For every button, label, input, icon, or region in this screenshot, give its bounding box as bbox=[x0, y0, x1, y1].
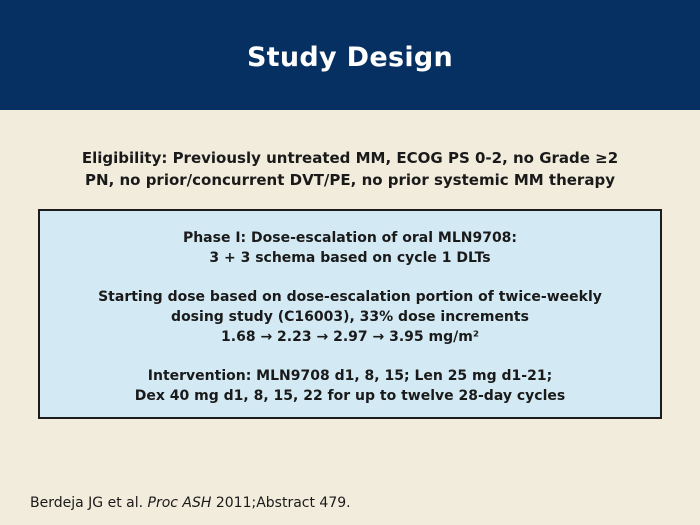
dosing-line-1: Starting dose based on dose-escalation portion of twice-weekly bbox=[98, 289, 602, 305]
dose-increments-line: 1.68 → 2.23 → 2.97 → 3.95 mg/m² bbox=[221, 329, 479, 345]
phase-paragraph bbox=[40, 228, 660, 268]
citation bbox=[30, 494, 351, 512]
design-box bbox=[38, 209, 662, 419]
phase-line-1: Phase I: Dose-escalation of oral MLN9708: bbox=[182, 230, 518, 246]
phase-line-2: 3 + 3 schema based on cycle 1 DLTs bbox=[209, 250, 491, 266]
intervention-line-2: Dex 40 mg d1, 8, 15, 22 for up to twelve 28-day cycles bbox=[134, 388, 566, 404]
slide-title: Study Design bbox=[246, 41, 454, 73]
eligibility-line-1: Eligibility: Previously untreated MM, ECOG PS 0-2, no Grade ≥2 bbox=[81, 149, 619, 167]
citation-authors: Berdeja JG et al. bbox=[30, 495, 148, 511]
eligibility-line-2: PN, no prior/concurrent DVT/PE, no prior systemic MM therapy bbox=[85, 171, 615, 189]
citation-journal: Proc ASH bbox=[147, 495, 212, 511]
dosing-line-2: dosing study (C16003), 33% dose increments bbox=[171, 309, 529, 325]
dosing-paragraph bbox=[40, 287, 660, 347]
intervention-paragraph bbox=[40, 366, 660, 406]
intervention-line-1: Intervention: MLN9708 d1, 8, 15; Len 25 mg d1-21; bbox=[147, 368, 553, 384]
title-banner bbox=[0, 0, 700, 110]
eligibility-criteria bbox=[30, 147, 670, 191]
citation-details: 2011;Abstract 479. bbox=[211, 495, 351, 511]
